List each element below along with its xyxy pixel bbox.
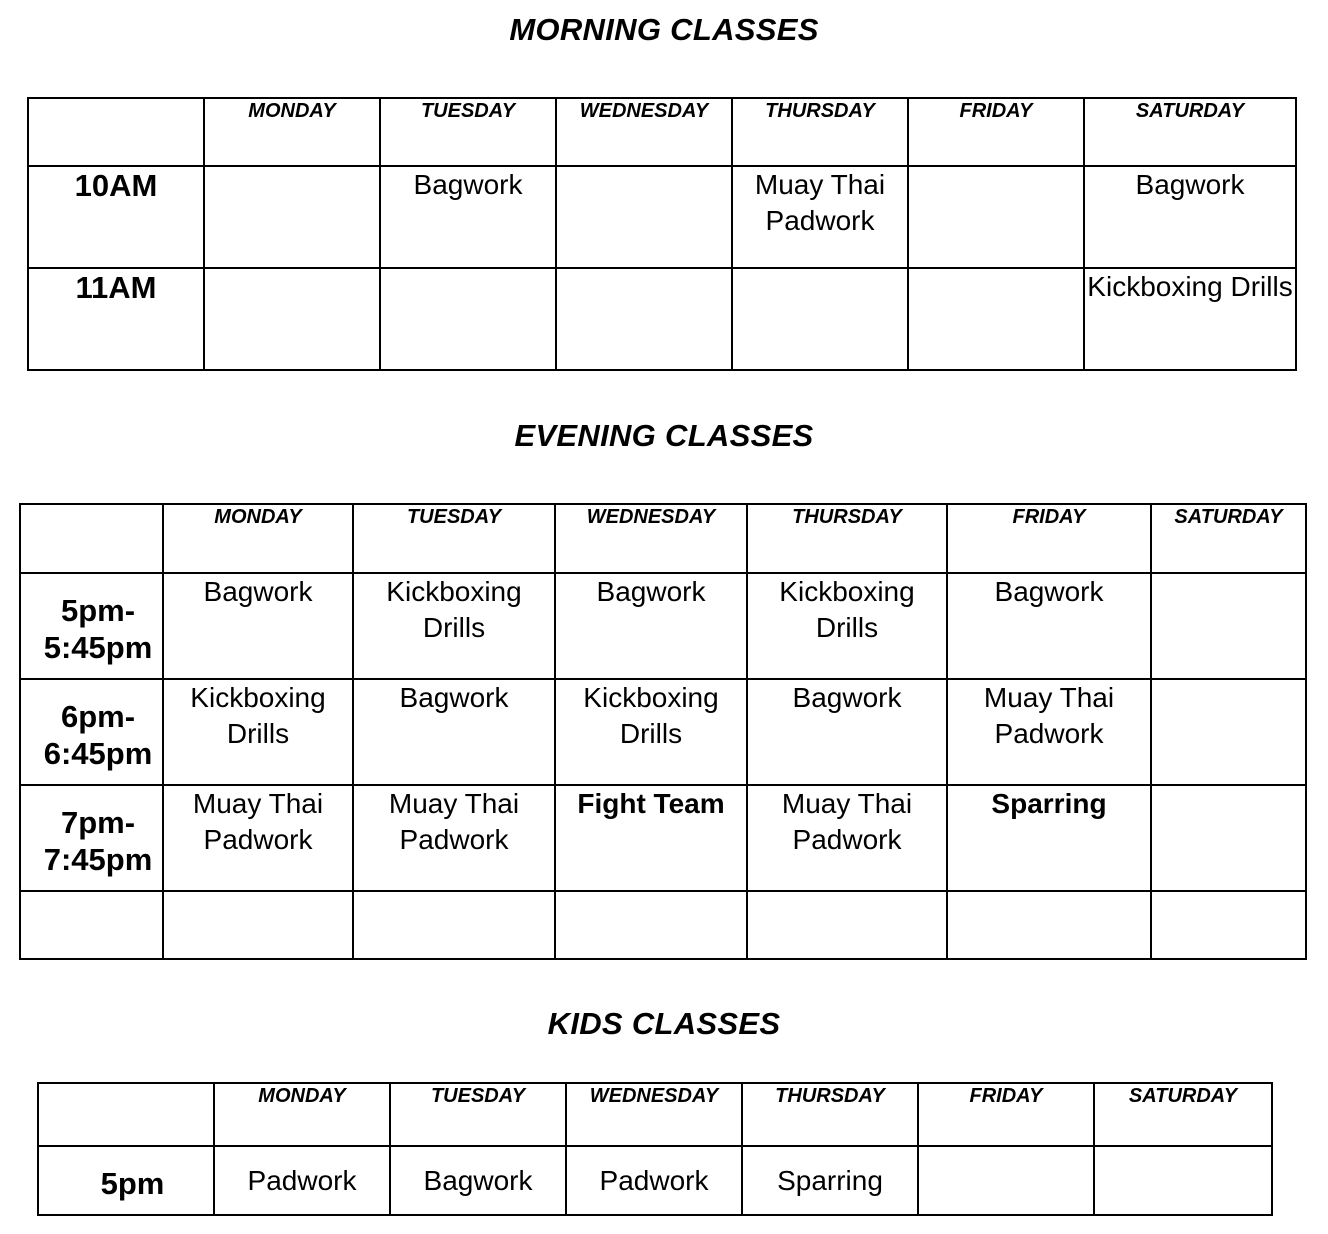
schedule-row	[28, 166, 1296, 268]
corner-cell	[38, 1083, 214, 1146]
morning-schedule-table	[27, 97, 1297, 371]
class-cell	[1151, 679, 1306, 785]
time-label: 10AM	[28, 166, 204, 268]
class-cell	[908, 166, 1084, 268]
day-header-thursday: THURSDAY	[732, 98, 908, 166]
class-cell: Muay Thai Padwork	[163, 785, 353, 891]
day-header-friday: FRIDAY	[908, 98, 1084, 166]
class-cell	[732, 268, 908, 370]
class-cell	[1151, 891, 1306, 959]
schedule-row	[20, 679, 1306, 785]
class-cell	[1151, 785, 1306, 891]
class-cell	[1151, 573, 1306, 679]
class-cell	[1094, 1146, 1272, 1215]
class-cell: Muay Thai Padwork	[947, 679, 1151, 785]
class-cell: Muay Thai Padwork	[732, 166, 908, 268]
day-header-saturday: SATURDAY	[1151, 504, 1306, 573]
class-cell: Padwork	[214, 1146, 390, 1215]
class-cell	[556, 166, 732, 268]
class-cell: Bagwork	[380, 166, 556, 268]
header-row	[28, 98, 1296, 166]
class-cell: Muay Thai Padwork	[353, 785, 555, 891]
day-header-tuesday: TUESDAY	[380, 98, 556, 166]
class-cell	[353, 891, 555, 959]
schedule-row	[38, 1146, 1272, 1215]
class-cell: Bagwork	[1084, 166, 1296, 268]
class-cell	[918, 1146, 1094, 1215]
schedule-row	[20, 785, 1306, 891]
evening-classes-title: EVENING CLASSES	[514, 418, 814, 453]
day-header-tuesday: TUESDAY	[390, 1083, 566, 1146]
kids-schedule-table	[37, 1082, 1273, 1216]
day-header-wednesday: WEDNESDAY	[566, 1083, 742, 1146]
kids-classes-title: KIDS CLASSES	[547, 1006, 781, 1041]
class-cell: Muay Thai Padwork	[747, 785, 947, 891]
class-cell: Kickboxing Drills	[163, 679, 353, 785]
class-cell: Bagwork	[390, 1146, 566, 1215]
time-label: 6pm- 6:45pm	[20, 679, 163, 785]
day-header-monday: MONDAY	[204, 98, 380, 166]
header-row	[20, 504, 1306, 573]
schedule-row-empty	[20, 891, 1306, 959]
time-label: 7pm- 7:45pm	[20, 785, 163, 891]
class-cell	[556, 268, 732, 370]
time-label: 5pm- 5:45pm	[20, 573, 163, 679]
day-header-friday: FRIDAY	[918, 1083, 1094, 1146]
schedule-row	[28, 268, 1296, 370]
class-cell	[204, 268, 380, 370]
time-label	[20, 891, 163, 959]
corner-cell	[28, 98, 204, 166]
class-cell: Kickboxing Drills	[747, 573, 947, 679]
day-header-thursday: THURSDAY	[742, 1083, 918, 1146]
class-cell	[908, 268, 1084, 370]
class-cell	[747, 891, 947, 959]
class-cell	[204, 166, 380, 268]
class-cell: Bagwork	[555, 573, 747, 679]
time-label: 5pm	[38, 1146, 214, 1215]
class-cell: Kickboxing Drills	[353, 573, 555, 679]
class-cell: Kickboxing Drills	[555, 679, 747, 785]
day-header-wednesday: WEDNESDAY	[555, 504, 747, 573]
day-header-monday: MONDAY	[214, 1083, 390, 1146]
schedule-row	[20, 573, 1306, 679]
class-cell: Bagwork	[163, 573, 353, 679]
day-header-wednesday: WEDNESDAY	[556, 98, 732, 166]
header-row	[38, 1083, 1272, 1146]
class-cell: Bagwork	[947, 573, 1151, 679]
day-header-saturday: SATURDAY	[1094, 1083, 1272, 1146]
class-cell	[163, 891, 353, 959]
day-header-tuesday: TUESDAY	[353, 504, 555, 573]
corner-cell	[20, 504, 163, 573]
class-cell-highlight: Sparring	[947, 785, 1151, 891]
class-cell: Bagwork	[353, 679, 555, 785]
class-cell: Padwork	[566, 1146, 742, 1215]
class-cell	[947, 891, 1151, 959]
day-header-friday: FRIDAY	[947, 504, 1151, 573]
day-header-thursday: THURSDAY	[747, 504, 947, 573]
day-header-saturday: SATURDAY	[1084, 98, 1296, 166]
class-cell: Bagwork	[747, 679, 947, 785]
class-cell-highlight: Fight Team	[555, 785, 747, 891]
class-cell	[555, 891, 747, 959]
class-cell: Sparring	[742, 1146, 918, 1215]
evening-schedule-table	[19, 503, 1307, 960]
class-cell: Kickboxing Drills	[1084, 268, 1296, 370]
time-label: 11AM	[28, 268, 204, 370]
day-header-monday: MONDAY	[163, 504, 353, 573]
class-cell	[380, 268, 556, 370]
morning-classes-title: MORNING CLASSES	[509, 12, 819, 47]
